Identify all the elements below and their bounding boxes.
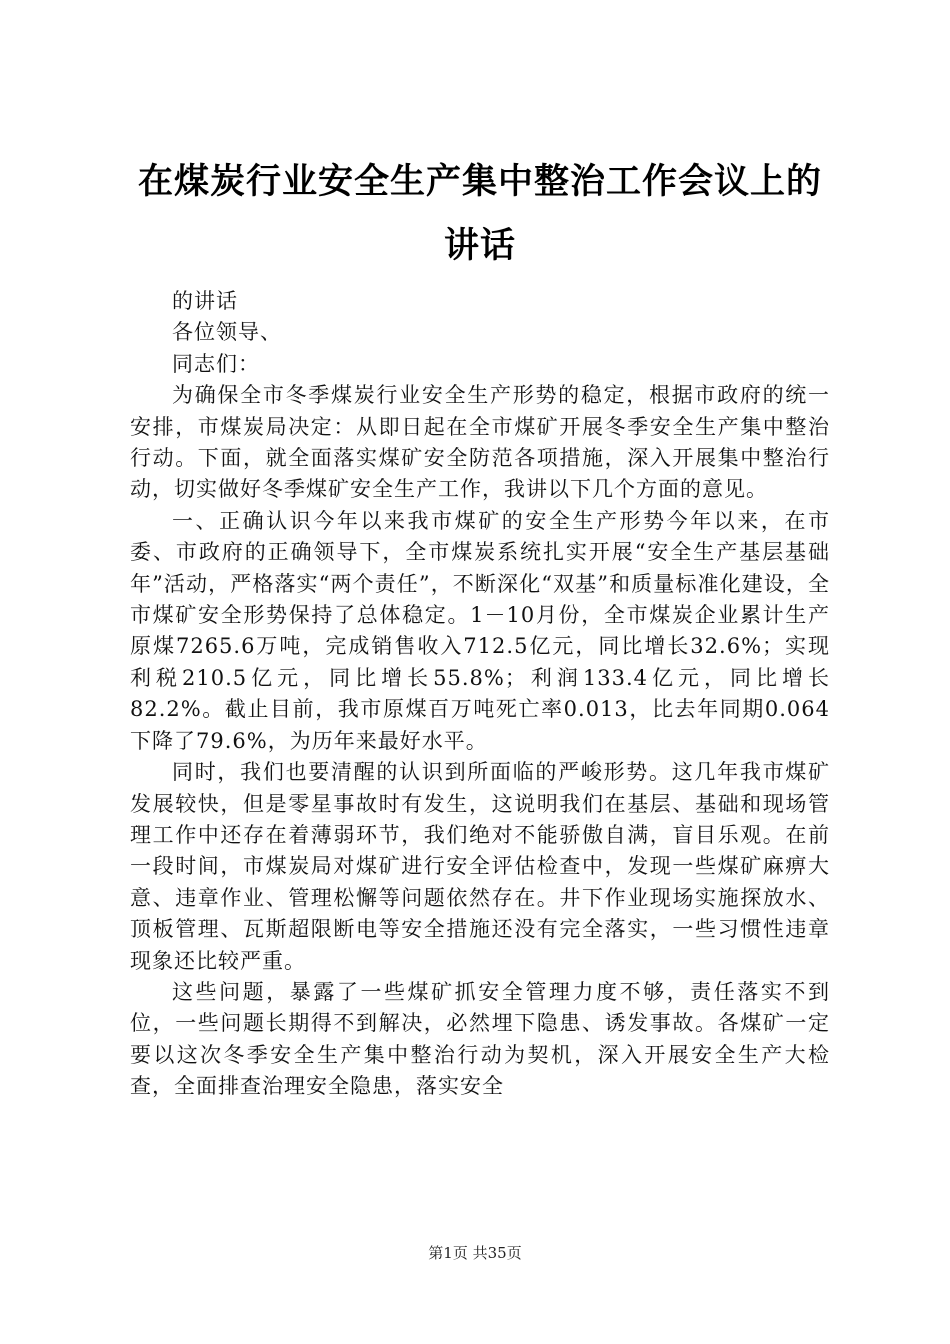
paragraph-4: 为确保全市冬季煤炭行业安全生产形势的稳定，根据市政府的统一安排，市煤炭局决定：从即日起在全市煤矿开展冬季安全生产集中整治行动。下面，就全面落实煤矿安全防范各项措施，深入开展集中整治行动，切实做好冬季煤矿安全生产工作，我讲以下几个方面的意见。 <box>130 383 830 502</box>
paragraph-2: 各位领导、 <box>172 320 282 345</box>
paragraph-1: 的讲话 <box>172 289 238 313</box>
paragraph-3: 同志们： <box>172 351 260 376</box>
document-body <box>130 286 830 1103</box>
document-page <box>130 150 830 1103</box>
paragraph-6: 同时，我们也要清醒的认识到所面临的严峻形势。这几年我市煤矿发展较快，但是零星事故时有发生，这说明我们在基层、基础和现场管理工作中还存在着薄弱环节，我们绝对不能骄傲自满，盲目乐观。在前一段时间，市煤炭局对煤矿进行安全评估检查中，发现一些煤矿麻痹大意、违章作业、管理松懈等问题依然存在。井下作业现场实施探放水、顶板管理、瓦斯超限断电等安全措施还没有完全落实，一些习惯性违章现象还比较严重。 <box>130 760 830 973</box>
document-title: 在煤炭行业安全生产集中整治工作会议上的讲话 <box>137 161 822 266</box>
paragraph-7: 这些问题，暴露了一些煤矿抓安全管理力度不够，责任落实不到位，一些问题长期得不到解决，必然埋下隐患、诱发事故。各煤矿一定要以这次冬季安全生产集中整治行动为契机，深入开展安全生产大检查，全面排查治理安全隐患，落实安全 <box>130 979 830 1099</box>
page-footer: 第1页 共35页 <box>428 1244 522 1262</box>
paragraph-5: 一、正确认识今年以来我市煤矿的安全生产形势今年以来，在市委、市政府的正确领导下，全市煤炭系统扎实开展“安全生产基层基础年”活动，严格落实“两个责任”，不断深化“双基”和质量标准化建设，全市煤矿安全形势保持了总体稳定。1－10月份，全市煤炭企业累计生产原煤7265.6万吨，完成销售收入712.5亿元，同比增长32.6%；实现利税210.5亿元，同比增长55.8%；利润133.4亿元，同比增长82.2%。截止目前，我市原煤百万吨死亡率0.013，比去年同期0.064下降了79.6%，为历年来最好水平。 <box>130 508 830 753</box>
